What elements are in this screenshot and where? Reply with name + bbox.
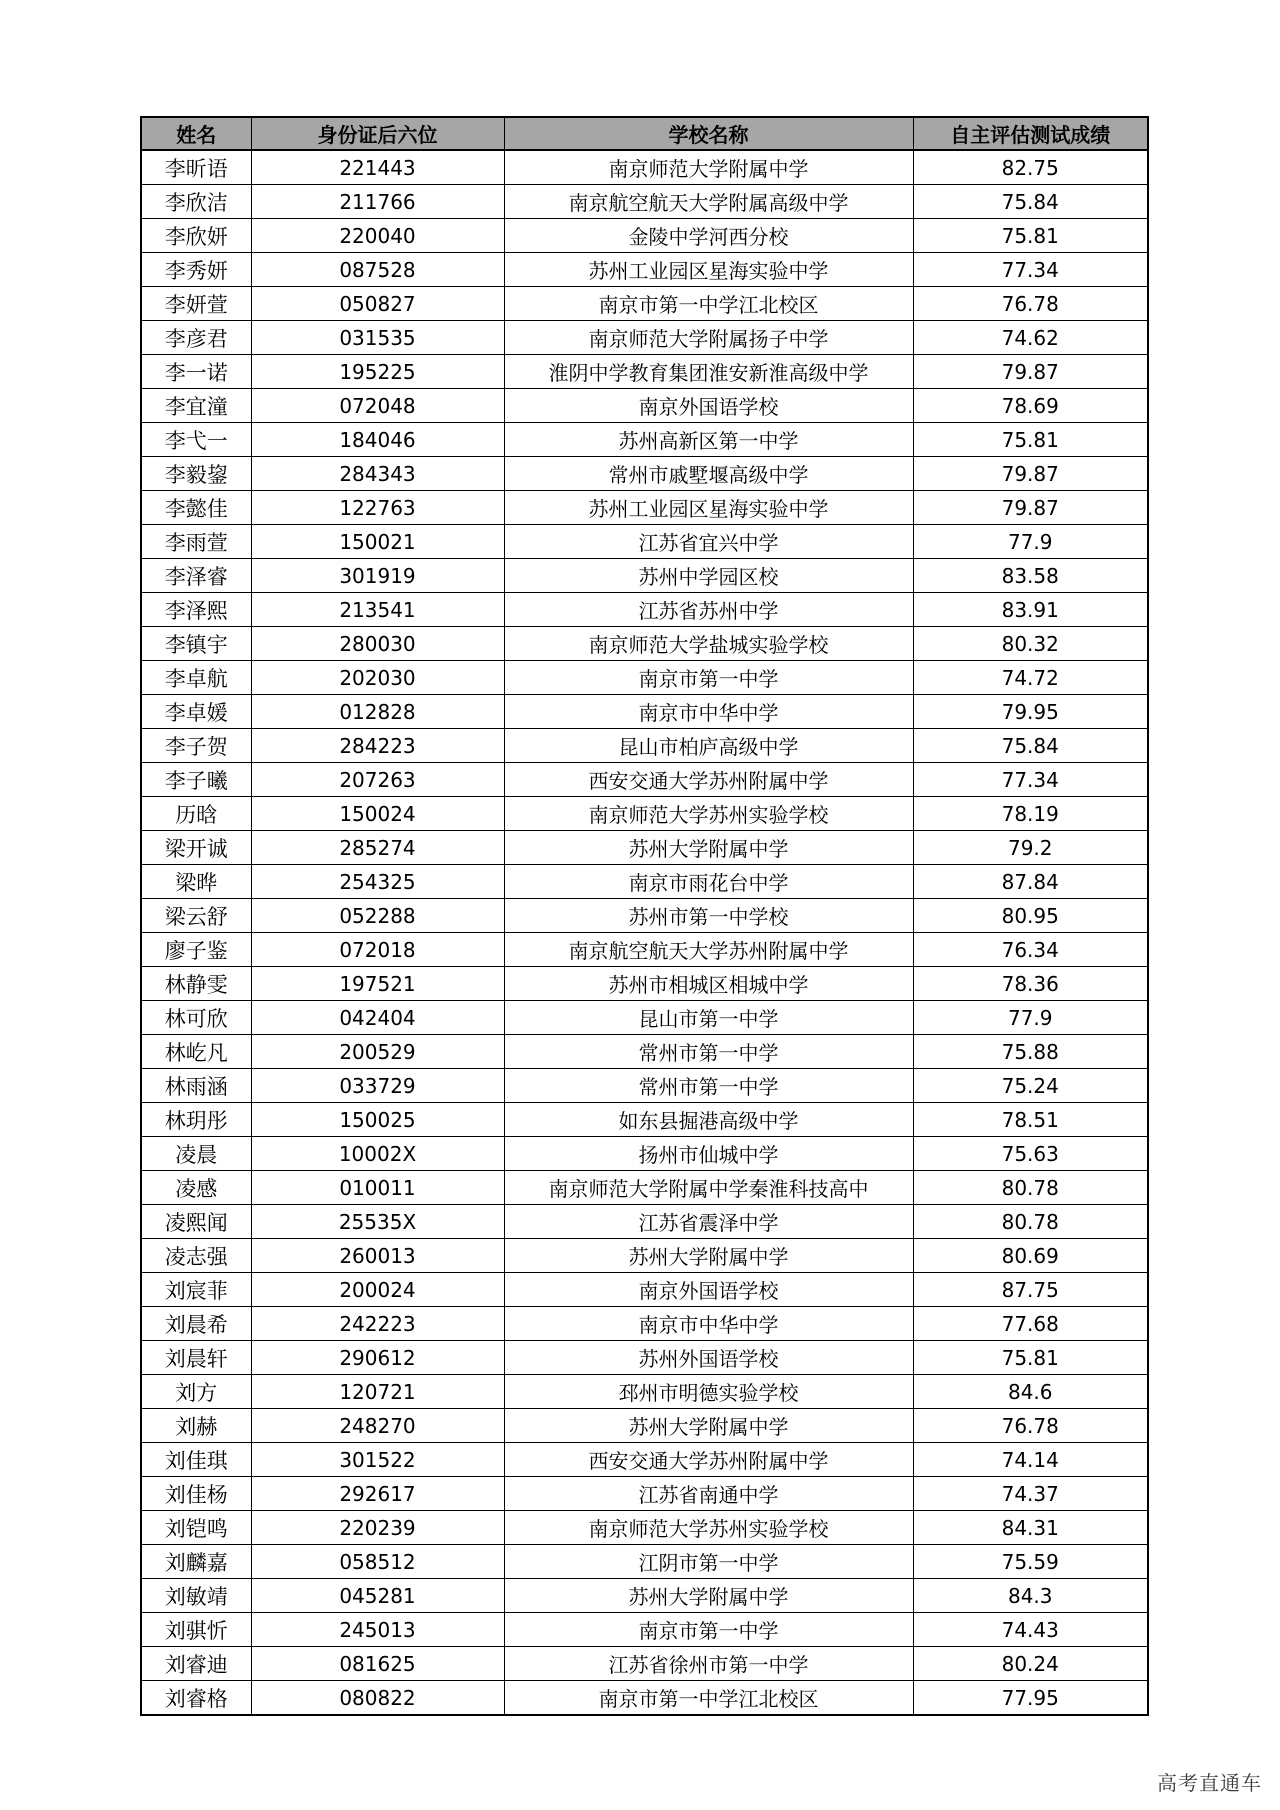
cell-id: 220239 — [251, 1511, 504, 1545]
cell-id: 290612 — [251, 1341, 504, 1375]
cell-name: 刘佳杨 — [141, 1477, 251, 1511]
cell-name: 刘宸菲 — [141, 1273, 251, 1307]
table-row — [141, 1137, 1148, 1171]
cell-school: 苏州中学园区校 — [504, 559, 913, 593]
cell-id: 242223 — [251, 1307, 504, 1341]
cell-id: 220040 — [251, 219, 504, 253]
cell-school: 昆山市柏庐高级中学 — [504, 729, 913, 763]
cell-name: 李卓航 — [141, 661, 251, 695]
cell-id: 122763 — [251, 491, 504, 525]
table-row — [141, 1069, 1148, 1103]
cell-school: 苏州外国语学校 — [504, 1341, 913, 1375]
cell-score: 77.95 — [913, 1681, 1148, 1716]
cell-school: 南京市雨花台中学 — [504, 865, 913, 899]
cell-score: 87.75 — [913, 1273, 1148, 1307]
cell-name: 林可欣 — [141, 1001, 251, 1035]
cell-score: 83.91 — [913, 593, 1148, 627]
cell-score: 84.31 — [913, 1511, 1148, 1545]
table-row — [141, 321, 1148, 355]
table-row — [141, 491, 1148, 525]
cell-name: 梁云舒 — [141, 899, 251, 933]
cell-id: 195225 — [251, 355, 504, 389]
cell-id: 184046 — [251, 423, 504, 457]
cell-school: 如东县掘港高级中学 — [504, 1103, 913, 1137]
table-row — [141, 1477, 1148, 1511]
cell-id: 150021 — [251, 525, 504, 559]
table-row — [141, 1375, 1148, 1409]
cell-school: 南京师范大学盐城实验学校 — [504, 627, 913, 661]
cell-id: 033729 — [251, 1069, 504, 1103]
cell-id: 10002X — [251, 1137, 504, 1171]
cell-id: 087528 — [251, 253, 504, 287]
cell-score: 76.34 — [913, 933, 1148, 967]
cell-school: 江阴市第一中学 — [504, 1545, 913, 1579]
cell-id: 045281 — [251, 1579, 504, 1613]
table-row — [141, 389, 1148, 423]
cell-score: 75.81 — [913, 423, 1148, 457]
cell-school: 南京外国语学校 — [504, 389, 913, 423]
cell-school: 西安交通大学苏州附属中学 — [504, 763, 913, 797]
cell-school: 金陵中学河西分校 — [504, 219, 913, 253]
table-row — [141, 1647, 1148, 1681]
cell-school: 南京师范大学苏州实验学校 — [504, 1511, 913, 1545]
cell-school: 南京市第一中学 — [504, 1613, 913, 1647]
cell-id: 052288 — [251, 899, 504, 933]
cell-score: 77.68 — [913, 1307, 1148, 1341]
header-row — [141, 117, 1148, 150]
table-row — [141, 1341, 1148, 1375]
cell-score: 79.87 — [913, 355, 1148, 389]
table-row — [141, 1409, 1148, 1443]
cell-id: 031535 — [251, 321, 504, 355]
cell-id: 150025 — [251, 1103, 504, 1137]
cell-id: 284223 — [251, 729, 504, 763]
cell-school: 南京市第一中学江北校区 — [504, 287, 913, 321]
cell-name: 李欣妍 — [141, 219, 251, 253]
cell-score: 77.9 — [913, 525, 1148, 559]
cell-school: 南京师范大学附属中学 — [504, 150, 913, 185]
cell-name: 刘麟嘉 — [141, 1545, 251, 1579]
cell-score: 78.69 — [913, 389, 1148, 423]
header-id: 身份证后六位 — [251, 117, 504, 150]
table-row — [141, 865, 1148, 899]
cell-score: 79.2 — [913, 831, 1148, 865]
cell-score: 74.37 — [913, 1477, 1148, 1511]
cell-score: 75.24 — [913, 1069, 1148, 1103]
cell-name: 刘佳琪 — [141, 1443, 251, 1477]
table-row — [141, 355, 1148, 389]
cell-school: 南京师范大学附属中学秦淮科技高中 — [504, 1171, 913, 1205]
cell-school: 南京市中华中学 — [504, 695, 913, 729]
cell-score: 75.81 — [913, 219, 1148, 253]
cell-name: 梁晔 — [141, 865, 251, 899]
cell-name: 刘方 — [141, 1375, 251, 1409]
cell-name: 廖子鉴 — [141, 933, 251, 967]
cell-score: 75.81 — [913, 1341, 1148, 1375]
cell-id: 280030 — [251, 627, 504, 661]
header-name: 姓名 — [141, 117, 251, 150]
cell-name: 李镇宇 — [141, 627, 251, 661]
cell-score: 79.95 — [913, 695, 1148, 729]
cell-name: 林雨涵 — [141, 1069, 251, 1103]
cell-id: 245013 — [251, 1613, 504, 1647]
cell-score: 80.78 — [913, 1171, 1148, 1205]
table-row — [141, 933, 1148, 967]
table-row — [141, 1205, 1148, 1239]
table-row — [141, 457, 1148, 491]
cell-name: 李秀妍 — [141, 253, 251, 287]
cell-name: 刘铠鸣 — [141, 1511, 251, 1545]
cell-score: 75.59 — [913, 1545, 1148, 1579]
cell-name: 李懿佳 — [141, 491, 251, 525]
cell-name: 李弋一 — [141, 423, 251, 457]
cell-name: 李卓媛 — [141, 695, 251, 729]
table-row — [141, 695, 1148, 729]
cell-id: 197521 — [251, 967, 504, 1001]
table-row — [141, 423, 1148, 457]
cell-id: 284343 — [251, 457, 504, 491]
cell-school: 江苏省徐州市第一中学 — [504, 1647, 913, 1681]
cell-id: 058512 — [251, 1545, 504, 1579]
cell-score: 75.84 — [913, 729, 1148, 763]
cell-name: 李泽睿 — [141, 559, 251, 593]
table-row — [141, 1273, 1148, 1307]
table-row — [141, 287, 1148, 321]
cell-school: 苏州大学附属中学 — [504, 1409, 913, 1443]
cell-score: 74.14 — [913, 1443, 1148, 1477]
table-row — [141, 1443, 1148, 1477]
cell-id: 150024 — [251, 797, 504, 831]
table-row — [141, 525, 1148, 559]
cell-name: 凌熙闻 — [141, 1205, 251, 1239]
cell-name: 凌志强 — [141, 1239, 251, 1273]
cell-score: 87.84 — [913, 865, 1148, 899]
cell-id: 248270 — [251, 1409, 504, 1443]
cell-name: 刘晨轩 — [141, 1341, 251, 1375]
cell-school: 江苏省宜兴中学 — [504, 525, 913, 559]
cell-school: 南京师范大学附属扬子中学 — [504, 321, 913, 355]
cell-school: 常州市第一中学 — [504, 1035, 913, 1069]
cell-name: 刘睿格 — [141, 1681, 251, 1716]
cell-school: 南京航空航天大学附属高级中学 — [504, 185, 913, 219]
cell-school: 扬州市仙城中学 — [504, 1137, 913, 1171]
cell-name: 李宜潼 — [141, 389, 251, 423]
cell-name: 李一诺 — [141, 355, 251, 389]
cell-school: 南京航空航天大学苏州附属中学 — [504, 933, 913, 967]
cell-name: 李雨萱 — [141, 525, 251, 559]
cell-name: 李子贺 — [141, 729, 251, 763]
table-row — [141, 729, 1148, 763]
cell-school: 南京市第一中学江北校区 — [504, 1681, 913, 1716]
table-row — [141, 185, 1148, 219]
table-row — [141, 1511, 1148, 1545]
cell-id: 207263 — [251, 763, 504, 797]
cell-score: 74.72 — [913, 661, 1148, 695]
cell-score: 83.58 — [913, 559, 1148, 593]
cell-school: 常州市戚墅堰高级中学 — [504, 457, 913, 491]
cell-school: 南京市中华中学 — [504, 1307, 913, 1341]
cell-name: 林屹凡 — [141, 1035, 251, 1069]
table-row — [141, 559, 1148, 593]
table-row — [141, 1171, 1148, 1205]
cell-score: 80.95 — [913, 899, 1148, 933]
cell-school: 苏州工业园区星海实验中学 — [504, 253, 913, 287]
cell-name: 李昕语 — [141, 150, 251, 185]
table-row — [141, 1579, 1148, 1613]
cell-school: 苏州市相城区相城中学 — [504, 967, 913, 1001]
table-row — [141, 1613, 1148, 1647]
cell-id: 050827 — [251, 287, 504, 321]
table-row — [141, 150, 1148, 185]
cell-school: 常州市第一中学 — [504, 1069, 913, 1103]
cell-name: 林静雯 — [141, 967, 251, 1001]
cell-score: 80.24 — [913, 1647, 1148, 1681]
header-school: 学校名称 — [504, 117, 913, 150]
cell-id: 202030 — [251, 661, 504, 695]
table-row — [141, 593, 1148, 627]
cell-school: 苏州大学附属中学 — [504, 1579, 913, 1613]
table-row — [141, 1035, 1148, 1069]
cell-school: 苏州大学附属中学 — [504, 1239, 913, 1273]
cell-name: 梁开诚 — [141, 831, 251, 865]
cell-score: 82.75 — [913, 150, 1148, 185]
cell-score: 75.88 — [913, 1035, 1148, 1069]
cell-id: 120721 — [251, 1375, 504, 1409]
cell-score: 75.84 — [913, 185, 1148, 219]
cell-school: 江苏省震泽中学 — [504, 1205, 913, 1239]
header-score: 自主评估测试成绩 — [913, 117, 1148, 150]
cell-name: 李欣洁 — [141, 185, 251, 219]
cell-name: 李子曦 — [141, 763, 251, 797]
table-row — [141, 1103, 1148, 1137]
cell-score: 74.43 — [913, 1613, 1148, 1647]
cell-score: 84.6 — [913, 1375, 1148, 1409]
cell-id: 213541 — [251, 593, 504, 627]
cell-id: 301522 — [251, 1443, 504, 1477]
table-row — [141, 899, 1148, 933]
cell-score: 77.34 — [913, 253, 1148, 287]
cell-score: 76.78 — [913, 287, 1148, 321]
cell-name: 凌晨 — [141, 1137, 251, 1171]
cell-score: 79.87 — [913, 457, 1148, 491]
cell-score: 84.3 — [913, 1579, 1148, 1613]
cell-school: 南京外国语学校 — [504, 1273, 913, 1307]
cell-score: 80.78 — [913, 1205, 1148, 1239]
cell-name: 李毅鋆 — [141, 457, 251, 491]
cell-id: 254325 — [251, 865, 504, 899]
table-row — [141, 1545, 1148, 1579]
cell-id: 080822 — [251, 1681, 504, 1716]
cell-id: 285274 — [251, 831, 504, 865]
cell-school: 苏州大学附属中学 — [504, 831, 913, 865]
cell-name: 李泽熙 — [141, 593, 251, 627]
cell-score: 78.19 — [913, 797, 1148, 831]
cell-id: 292617 — [251, 1477, 504, 1511]
cell-name: 刘骐忻 — [141, 1613, 251, 1647]
cell-score: 80.69 — [913, 1239, 1148, 1273]
cell-school: 苏州工业园区星海实验中学 — [504, 491, 913, 525]
table-row — [141, 1681, 1148, 1716]
cell-school: 西安交通大学苏州附属中学 — [504, 1443, 913, 1477]
cell-school: 苏州高新区第一中学 — [504, 423, 913, 457]
cell-id: 042404 — [251, 1001, 504, 1035]
table-header — [141, 117, 1148, 150]
cell-school: 江苏省南通中学 — [504, 1477, 913, 1511]
cell-name: 刘睿迪 — [141, 1647, 251, 1681]
cell-id: 221443 — [251, 150, 504, 185]
cell-score: 77.9 — [913, 1001, 1148, 1035]
table-row — [141, 627, 1148, 661]
cell-school: 昆山市第一中学 — [504, 1001, 913, 1035]
cell-school: 南京市第一中学 — [504, 661, 913, 695]
cell-id: 072018 — [251, 933, 504, 967]
table-row — [141, 1307, 1148, 1341]
cell-name: 凌感 — [141, 1171, 251, 1205]
cell-score: 75.63 — [913, 1137, 1148, 1171]
cell-id: 081625 — [251, 1647, 504, 1681]
cell-id: 260013 — [251, 1239, 504, 1273]
cell-id: 012828 — [251, 695, 504, 729]
cell-school: 苏州市第一中学校 — [504, 899, 913, 933]
score-table — [140, 116, 1149, 1716]
cell-school: 淮阴中学教育集团淮安新淮高级中学 — [504, 355, 913, 389]
cell-score: 74.62 — [913, 321, 1148, 355]
cell-score: 80.32 — [913, 627, 1148, 661]
table-body — [141, 150, 1148, 1715]
table-row — [141, 1001, 1148, 1035]
cell-id: 25535X — [251, 1205, 504, 1239]
cell-score: 79.87 — [913, 491, 1148, 525]
cell-name: 李妍萱 — [141, 287, 251, 321]
table-row — [141, 797, 1148, 831]
table-row — [141, 661, 1148, 695]
cell-id: 211766 — [251, 185, 504, 219]
cell-id: 200529 — [251, 1035, 504, 1069]
cell-score: 77.34 — [913, 763, 1148, 797]
cell-name: 李彦君 — [141, 321, 251, 355]
cell-school: 南京师范大学苏州实验学校 — [504, 797, 913, 831]
table-row — [141, 831, 1148, 865]
cell-school: 邳州市明德实验学校 — [504, 1375, 913, 1409]
table-row — [141, 1239, 1148, 1273]
cell-score: 78.36 — [913, 967, 1148, 1001]
cell-name: 刘赫 — [141, 1409, 251, 1443]
cell-score: 78.51 — [913, 1103, 1148, 1137]
cell-id: 072048 — [251, 389, 504, 423]
cell-name: 刘晨希 — [141, 1307, 251, 1341]
cell-name: 林玥彤 — [141, 1103, 251, 1137]
cell-school: 江苏省苏州中学 — [504, 593, 913, 627]
cell-name: 刘敏靖 — [141, 1579, 251, 1613]
cell-id: 301919 — [251, 559, 504, 593]
cell-id: 200024 — [251, 1273, 504, 1307]
table-row — [141, 763, 1148, 797]
table-row — [141, 967, 1148, 1001]
cell-id: 010011 — [251, 1171, 504, 1205]
table-row — [141, 253, 1148, 287]
cell-score: 76.78 — [913, 1409, 1148, 1443]
table-row — [141, 219, 1148, 253]
watermark-text: 高考直通车 — [1157, 1771, 1262, 1795]
cell-name: 历晗 — [141, 797, 251, 831]
